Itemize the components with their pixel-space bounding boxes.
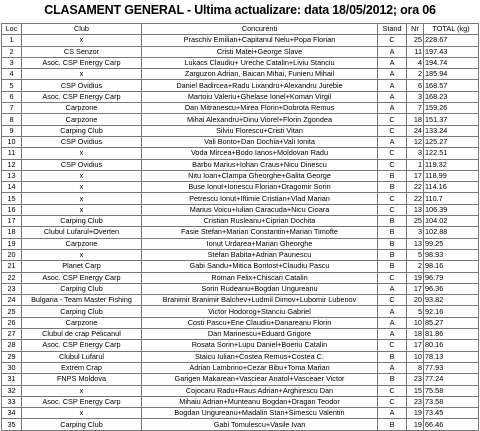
- cell-stand: A: [378, 57, 407, 68]
- cell-crew: Zarguzon Adrian, Baican Mihai, Funieru Mihail: [142, 69, 378, 80]
- cell-crew: Adrian Lambrino+Cezar Bibu+Toma Marian: [142, 362, 378, 373]
- cell-nr: 8: [407, 362, 424, 373]
- cell-stand: B: [378, 182, 407, 193]
- table-row: [2, 295, 479, 306]
- cell-club: Carping Club: [22, 125, 142, 136]
- cell-loc: 34: [2, 408, 22, 419]
- cell-nr: 5: [407, 249, 424, 260]
- cell-total: 66.46: [424, 419, 479, 430]
- cell-stand: A: [378, 283, 407, 294]
- cell-nr: 19: [407, 419, 424, 430]
- table-row: [2, 170, 479, 181]
- cell-club: Asoc. CSP Energy Carp: [22, 272, 142, 283]
- cell-crew: Buse Ionut+Ionescu Florian+Dragomir Sorin: [142, 182, 378, 193]
- header-row: [2, 24, 479, 35]
- cell-nr: 23: [407, 396, 424, 407]
- cell-crew: Bogdan Ungureanu+Madalin Stan+Simescu Valentin: [142, 408, 378, 419]
- cell-stand: C: [378, 193, 407, 204]
- cell-stand: A: [378, 69, 407, 80]
- cell-stand: B: [378, 216, 407, 227]
- cell-nr: 3: [407, 91, 424, 102]
- cell-stand: C: [378, 396, 407, 407]
- cell-stand: C: [378, 340, 407, 351]
- table-row: [2, 317, 479, 328]
- cell-loc: 28: [2, 340, 22, 351]
- cell-crew: Ionut Urdarea+Marian Gheorghe: [142, 238, 378, 249]
- cell-stand: A: [378, 306, 407, 317]
- cell-nr: 19: [407, 272, 424, 283]
- cell-club: x: [22, 249, 142, 260]
- table-row: [2, 103, 479, 114]
- cell-club: Carpzone: [22, 114, 142, 125]
- cell-crew: Vali Bonto+Dan Dochia+Vali Ionita: [142, 136, 378, 147]
- cell-total: 77.93: [424, 362, 479, 373]
- cell-total: 78.13: [424, 351, 479, 362]
- cell-loc: 8: [2, 114, 22, 125]
- cell-nr: 13: [407, 204, 424, 215]
- cell-crew: Staicu Iulian+Costea Remus+Costea C.: [142, 351, 378, 362]
- header-club: Club: [22, 24, 142, 35]
- cell-total: 102.88: [424, 227, 479, 238]
- cell-stand: A: [378, 408, 407, 419]
- cell-loc: 3: [2, 57, 22, 68]
- table-row: [2, 374, 479, 385]
- cell-nr: 3: [407, 148, 424, 159]
- cell-total: 92.16: [424, 306, 479, 317]
- cell-crew: Barbu Marius+Iohan Craus+Nicu Dinescu: [142, 159, 378, 170]
- cell-crew: Cojocaru Radu+Raus Adrian+Arghirescu Dan: [142, 385, 378, 396]
- cell-club: x: [22, 193, 142, 204]
- cell-stand: C: [378, 114, 407, 125]
- cell-total: 98.93: [424, 249, 479, 260]
- table-row: [2, 46, 479, 57]
- table-row: [2, 351, 479, 362]
- cell-loc: 12: [2, 159, 22, 170]
- cell-club: Clubul Lufarul: [22, 351, 142, 362]
- table-row: [2, 91, 479, 102]
- cell-nr: 24: [407, 125, 424, 136]
- cell-total: 99.25: [424, 238, 479, 249]
- cell-loc: 22: [2, 272, 22, 283]
- cell-loc: 5: [2, 80, 22, 91]
- cell-total: 80.16: [424, 340, 479, 351]
- cell-club: CSP Ovidius: [22, 159, 142, 170]
- cell-club: x: [22, 385, 142, 396]
- cell-nr: 15: [407, 385, 424, 396]
- cell-loc: 27: [2, 329, 22, 340]
- cell-total: 98.16: [424, 261, 479, 272]
- cell-nr: 22: [407, 182, 424, 193]
- table-row: [2, 57, 479, 68]
- header-total: TOTAL (kg): [424, 24, 479, 35]
- cell-loc: 10: [2, 136, 22, 147]
- cell-crew: Petrescu Ionut+Iftimie Cristian+Vlad Marian: [142, 193, 378, 204]
- cell-loc: 21: [2, 261, 22, 272]
- cell-stand: B: [378, 227, 407, 238]
- table-row: [2, 35, 479, 46]
- table-row: [2, 329, 479, 340]
- cell-stand: C: [378, 159, 407, 170]
- cell-stand: B: [378, 261, 407, 272]
- cell-total: 125.27: [424, 136, 479, 147]
- cell-nr: 5: [407, 306, 424, 317]
- cell-stand: C: [378, 295, 407, 306]
- table-row: [2, 204, 479, 215]
- cell-total: 228.67: [424, 35, 479, 46]
- cell-total: 85.27: [424, 317, 479, 328]
- cell-crew: Praschiv Emilian+Capitanul Nelu+Popa Florian: [142, 35, 378, 46]
- cell-total: 159.26: [424, 103, 479, 114]
- cell-total: 73.58: [424, 396, 479, 407]
- cell-club: Carpzone: [22, 317, 142, 328]
- cell-loc: 2: [2, 46, 22, 57]
- cell-club: x: [22, 69, 142, 80]
- cell-club: Carpzone: [22, 103, 142, 114]
- table-row: [2, 306, 479, 317]
- cell-total: 104.02: [424, 216, 479, 227]
- cell-total: 168.23: [424, 91, 479, 102]
- cell-nr: 23: [407, 374, 424, 385]
- cell-nr: 10: [407, 351, 424, 362]
- cell-loc: 30: [2, 362, 22, 373]
- cell-nr: 18: [407, 329, 424, 340]
- cell-stand: A: [378, 362, 407, 373]
- cell-total: 73.45: [424, 408, 479, 419]
- cell-crew: Voda Mircea+Bodo Ianos+Moldovan Radu: [142, 148, 378, 159]
- cell-total: 81.86: [424, 329, 479, 340]
- table-row: [2, 125, 479, 136]
- cell-loc: 35: [2, 419, 22, 430]
- cell-total: 114.16: [424, 182, 479, 193]
- cell-crew: Rosata Sorin+Lupu Daniel+Boeriu Catalin: [142, 340, 378, 351]
- cell-club: CSP Ovidius: [22, 80, 142, 91]
- cell-total: 106.39: [424, 204, 479, 215]
- cell-total: 185.94: [424, 69, 479, 80]
- cell-loc: 1: [2, 35, 22, 46]
- cell-stand: C: [378, 204, 407, 215]
- cell-stand: B: [378, 374, 407, 385]
- cell-loc: 9: [2, 125, 22, 136]
- table-row: [2, 272, 479, 283]
- cell-crew: Dan Mitranescu+Mirea Florin+Dobrota Remus: [142, 103, 378, 114]
- cell-loc: 17: [2, 216, 22, 227]
- cell-total: 96.79: [424, 272, 479, 283]
- header-stand: Stand: [378, 24, 407, 35]
- cell-club: Carping Club: [22, 216, 142, 227]
- cell-crew: Silviu Florescu+Cristi Vitan: [142, 125, 378, 136]
- cell-stand: B: [378, 351, 407, 362]
- cell-crew: Fasie Stefan+Marian Constantin+Marian Timofte: [142, 227, 378, 238]
- cell-stand: B: [378, 170, 407, 181]
- cell-stand: A: [378, 329, 407, 340]
- cell-nr: 2: [407, 69, 424, 80]
- cell-nr: 20: [407, 295, 424, 306]
- table-row: [2, 193, 479, 204]
- cell-crew: Mihai Alexandru+Dinu Viorel+Florin Zgondea: [142, 114, 378, 125]
- cell-crew: Lukacs Claudiu+ Ureche Catalin+Liviu Stanciu: [142, 57, 378, 68]
- cell-total: 75.58: [424, 385, 479, 396]
- cell-club: Asoc. CSP Energy Carp: [22, 91, 142, 102]
- cell-crew: Martoiu Valeriu+Ghelase Ionel+Koman Virgil: [142, 91, 378, 102]
- cell-loc: 7: [2, 103, 22, 114]
- cell-club: x: [22, 170, 142, 181]
- cell-club: x: [22, 204, 142, 215]
- table-row: [2, 396, 479, 407]
- cell-nr: 17: [407, 283, 424, 294]
- cell-nr: 10: [407, 317, 424, 328]
- cell-total: 110.7: [424, 193, 479, 204]
- cell-stand: A: [378, 317, 407, 328]
- cell-loc: 18: [2, 227, 22, 238]
- cell-crew: Branimir Branimir Balchev+Ludmil Dimov+Lubomir Lubenov: [142, 295, 378, 306]
- cell-total: 151.37: [424, 114, 479, 125]
- cell-nr: 25: [407, 216, 424, 227]
- cell-club: x: [22, 148, 142, 159]
- cell-loc: 14: [2, 182, 22, 193]
- cell-total: 77.24: [424, 374, 479, 385]
- cell-total: 194.74: [424, 57, 479, 68]
- cell-loc: 32: [2, 385, 22, 396]
- standings-table: [1, 23, 479, 431]
- cell-total: 118.99: [424, 170, 479, 181]
- cell-crew: Cristi Matei+George Slave: [142, 46, 378, 57]
- cell-club: Asoc. CSP Energy Carp: [22, 396, 142, 407]
- table-row: [2, 362, 479, 373]
- table-row: [2, 385, 479, 396]
- table-row: [2, 159, 479, 170]
- cell-stand: A: [378, 46, 407, 57]
- cell-loc: 31: [2, 374, 22, 385]
- cell-nr: 4: [407, 57, 424, 68]
- cell-nr: 7: [407, 103, 424, 114]
- cell-club: FNPS Moldova: [22, 374, 142, 385]
- cell-nr: 25: [407, 35, 424, 46]
- cell-crew: Cristian Rusleanu+Ciprian Dochita: [142, 216, 378, 227]
- cell-loc: 26: [2, 317, 22, 328]
- cell-crew: Costi Pascu+Ene Claudiu+Danareanu Florin: [142, 317, 378, 328]
- cell-total: 122.51: [424, 148, 479, 159]
- cell-total: 93.82: [424, 295, 479, 306]
- cell-stand: C: [378, 35, 407, 46]
- cell-club: Asoc. CSP Energy Carp: [22, 57, 142, 68]
- cell-club: Bulgaria - Team Master Fishing: [22, 295, 142, 306]
- cell-total: 119.32: [424, 159, 479, 170]
- cell-stand: C: [378, 148, 407, 159]
- table-row: [2, 69, 479, 80]
- cell-club: Extrem Crap: [22, 362, 142, 373]
- cell-loc: 19: [2, 238, 22, 249]
- cell-crew: Roman Felix+Chiscari Catalin: [142, 272, 378, 283]
- cell-stand: A: [378, 103, 407, 114]
- cell-total: 168.57: [424, 80, 479, 91]
- cell-club: Carping Club: [22, 283, 142, 294]
- cell-loc: 15: [2, 193, 22, 204]
- cell-crew: Gabi Sandu+Mitica Bontost+Claudiu Pascu: [142, 261, 378, 272]
- cell-club: x: [22, 35, 142, 46]
- table-row: [2, 216, 479, 227]
- table-row: [2, 238, 479, 249]
- cell-crew: Stefan Babita+Adrian Paunescu: [142, 249, 378, 260]
- cell-total: 96.36: [424, 283, 479, 294]
- cell-club: x: [22, 182, 142, 193]
- cell-crew: Marius Voicu+Iulian Caracuda+Nicu Cioara: [142, 204, 378, 215]
- table-row: [2, 283, 479, 294]
- table-row: [2, 261, 479, 272]
- table-row: [2, 80, 479, 91]
- cell-total: 197.43: [424, 46, 479, 57]
- cell-club: Clubul de crap Pelicanul: [22, 329, 142, 340]
- cell-stand: A: [378, 136, 407, 147]
- table-row: [2, 136, 479, 147]
- header-loc: Loc: [2, 24, 22, 35]
- cell-loc: 20: [2, 249, 22, 260]
- cell-stand: B: [378, 238, 407, 249]
- cell-nr: 11: [407, 46, 424, 57]
- table-row: [2, 227, 479, 238]
- table-row: [2, 340, 479, 351]
- cell-crew: Daniel Badircea+Radu Lixandru+Alexandru Jurebie: [142, 80, 378, 91]
- table-row: [2, 114, 479, 125]
- cell-stand: B: [378, 249, 407, 260]
- cell-club: Clubul Lufarul+Overten: [22, 227, 142, 238]
- header-crew: Concurenti: [142, 24, 378, 35]
- cell-loc: 33: [2, 396, 22, 407]
- cell-crew: Mihaiu Adrian+Munteanu Bogdan+Dragan Teodor: [142, 396, 378, 407]
- table-row: [2, 148, 479, 159]
- cell-loc: 6: [2, 91, 22, 102]
- cell-stand: A: [378, 91, 407, 102]
- cell-loc: 24: [2, 295, 22, 306]
- cell-stand: C: [378, 272, 407, 283]
- cell-stand: A: [378, 80, 407, 91]
- cell-stand: C: [378, 125, 407, 136]
- cell-total: 133.24: [424, 125, 479, 136]
- cell-loc: 13: [2, 170, 22, 181]
- cell-crew: Gabi Tomulescu+Vasile Ivan: [142, 419, 378, 430]
- cell-loc: 29: [2, 351, 22, 362]
- table-row: [2, 419, 479, 430]
- cell-stand: C: [378, 385, 407, 396]
- cell-nr: 18: [407, 114, 424, 125]
- cell-crew: Nitu Ioan+Clampa Gheorghe+Galita George: [142, 170, 378, 181]
- cell-club: CSP Ovidius: [22, 136, 142, 147]
- table-header: [2, 24, 479, 35]
- cell-crew: Garigen Makarean+Vasciear Anatol+Vasceaer Victor: [142, 374, 378, 385]
- table-body: [2, 35, 479, 430]
- page-title: CLASAMENT GENERAL - Ultima actualizare: data 18/05/2012; ora 06: [44, 3, 436, 17]
- cell-nr: 3: [407, 227, 424, 238]
- cell-nr: 2: [407, 261, 424, 272]
- cell-stand: B: [378, 419, 407, 430]
- cell-club: Planet Carp: [22, 261, 142, 272]
- cell-club: Asoc. CSP Energy Carp: [22, 340, 142, 351]
- cell-crew: Dan Marinescu+Eduard Grigore: [142, 329, 378, 340]
- cell-nr: 19: [407, 408, 424, 419]
- cell-nr: 12: [407, 136, 424, 147]
- cell-nr: 6: [407, 80, 424, 91]
- cell-nr: 1: [407, 159, 424, 170]
- table-row: [2, 408, 479, 419]
- cell-loc: 11: [2, 148, 22, 159]
- table-row: [2, 182, 479, 193]
- cell-nr: 17: [407, 170, 424, 181]
- cell-nr: 13: [407, 238, 424, 249]
- cell-club: x: [22, 408, 142, 419]
- header-nr: Nr: [407, 24, 424, 35]
- cell-loc: 23: [2, 283, 22, 294]
- cell-loc: 4: [2, 69, 22, 80]
- table-row: [2, 249, 479, 260]
- cell-club: Carping Club: [22, 419, 142, 430]
- cell-club: Carping Club: [22, 306, 142, 317]
- cell-club: Carpzone: [22, 238, 142, 249]
- cell-club: CS Senzor: [22, 46, 142, 57]
- cell-loc: 16: [2, 204, 22, 215]
- cell-loc: 25: [2, 306, 22, 317]
- cell-nr: 22: [407, 193, 424, 204]
- cell-crew: Victor Hodorog+Stanciu Gabriel: [142, 306, 378, 317]
- cell-nr: 17: [407, 340, 424, 351]
- cell-crew: Sorin Rudeanu+Bogdan Ungureanu: [142, 283, 378, 294]
